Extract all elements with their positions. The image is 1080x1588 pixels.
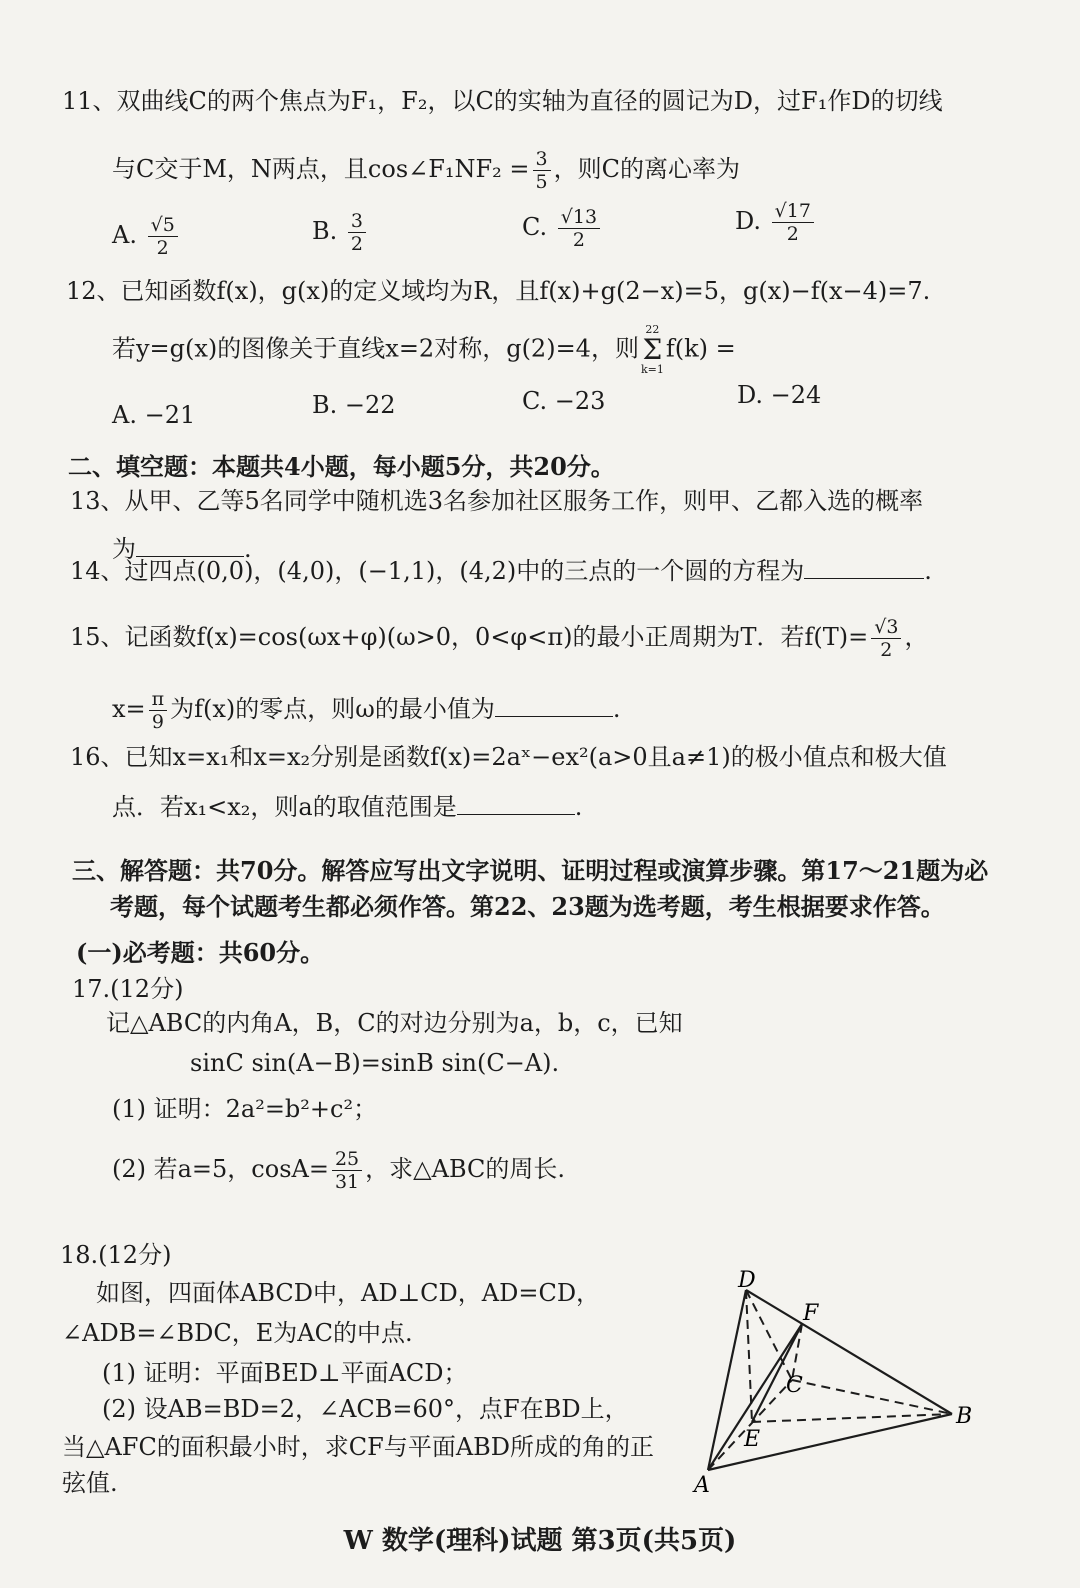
tetrahedron-figure <box>690 1270 990 1500</box>
q16-answer-blank <box>457 792 575 815</box>
sum-lower: k=1 <box>640 363 664 376</box>
frac-num: π <box>149 688 168 711</box>
label-d: D <box>738 1270 756 1293</box>
q16-line2 <box>112 792 582 822</box>
q12-choice-a: A. −21 <box>112 401 196 429</box>
edge-cb <box>792 1380 952 1414</box>
q15-x-eq: x= <box>112 695 146 723</box>
q13-line1: 13、从甲、乙等5名同学中随机选3名参加社区服务工作，则甲、乙都入选的概率 <box>70 487 924 515</box>
choice-label: A. <box>112 221 137 249</box>
q15-text: 15、记函数f(x)=cos(ωx+φ)(ω>0，0<φ<π)的最小正周期为T．若f(T)= <box>70 623 869 651</box>
frac-den: 9 <box>151 711 164 733</box>
choice-label: C. <box>522 213 548 241</box>
edge-db <box>746 1290 952 1414</box>
edge-de <box>746 1290 752 1422</box>
frac-num: √3 <box>871 616 901 639</box>
q18-line2: ∠ADB=∠BDC，E为AC的中点. <box>62 1319 413 1347</box>
q16-period: . <box>574 793 583 821</box>
q17-fraction <box>332 1148 362 1193</box>
q16-text: 点．若x₁<x₂，则a的取值范围是 <box>112 793 457 821</box>
q17-line1: 记△ABC的内角A，B，C的对边分别为a，b，c，已知 <box>106 1009 683 1037</box>
frac-den: 2 <box>350 233 363 255</box>
q15-line1 <box>70 616 928 661</box>
q11-line2-end: ，则C的离心率为 <box>553 155 741 183</box>
q13-text: 为 <box>112 535 136 563</box>
edge-da <box>708 1290 746 1470</box>
q11-line2-text: 与C交于M，N两点，且cos∠F₁NF₂ = <box>112 155 530 183</box>
q11-line2 <box>112 148 740 193</box>
q16-line1: 16、已知x=x₁和x=x₂分别是函数f(x)=2aˣ−ex²(a>0且a≠1)的极小值点和极大值 <box>70 743 947 771</box>
q15-comma: ， <box>904 623 929 651</box>
q14-answer-blank <box>804 556 924 579</box>
q17-part2-end: ，求△ABC的周长. <box>365 1155 566 1183</box>
q12-choice-b: B. −22 <box>312 391 396 419</box>
q17-heading: 17.(12分) <box>72 975 184 1003</box>
q17-part2-text: (2) 若a=5，cosA= <box>112 1155 329 1183</box>
q12-line2-text: 若y=g(x)的图像关于直线x=2对称，g(2)=4，则 <box>112 334 639 363</box>
choice-label: D. <box>735 207 762 235</box>
q18-heading: 18.(12分) <box>60 1241 172 1269</box>
q18-part2: (2) 设AB=BD=2，∠ACB=60°，点F在BD上， <box>102 1395 629 1423</box>
q18-part1: (1) 证明：平面BED⊥平面ACD； <box>102 1359 468 1387</box>
q11-fraction <box>533 148 551 193</box>
section3-subheading: (一)必考题：共60分。 <box>76 938 325 967</box>
label-f: F <box>803 1301 819 1326</box>
q18-line6: 弦值. <box>62 1469 118 1497</box>
q12-line2-end: f(k) = <box>665 334 736 363</box>
frac-den: 2 <box>156 237 169 259</box>
q15-period: . <box>612 695 621 723</box>
summation-symbol <box>641 324 664 376</box>
q18-line1: 如图，四面体ABCD中，AD⊥CD，AD=CD， <box>96 1279 601 1307</box>
q12-choice-d: D. −24 <box>737 381 822 409</box>
frac-den: 2 <box>786 223 799 245</box>
q15-answer-blank <box>495 694 613 717</box>
q17-part1: (1) 证明：2a²=b²+c²； <box>112 1095 378 1123</box>
q15-line2-text: 为f(x)的零点，则ω的最小值为 <box>170 695 495 723</box>
q12-choice-c: C. −23 <box>522 387 606 415</box>
label-b: B <box>956 1404 973 1429</box>
q11-frac-num: 3 <box>533 148 551 171</box>
q11-choice-d <box>735 200 817 245</box>
choice-label: B. <box>312 217 338 245</box>
frac-den: 31 <box>334 1171 360 1193</box>
choice-fraction <box>772 200 814 245</box>
frac-num: 25 <box>332 1148 362 1171</box>
label-e: E <box>744 1427 761 1452</box>
q11-choice-c <box>522 206 603 251</box>
q15-pi-fraction <box>149 688 168 733</box>
choice-fraction <box>148 214 178 259</box>
frac-num: √17 <box>772 200 814 223</box>
q11-choice-a <box>112 214 181 259</box>
q15-fraction <box>871 616 901 661</box>
edge-ac <box>708 1380 792 1470</box>
label-c: C <box>786 1373 803 1398</box>
page-footer: W 数学(理科)试题 第3页(共5页) <box>343 1526 737 1556</box>
q14-period: . <box>924 557 932 585</box>
sigma: Σ <box>642 333 663 366</box>
frac-num: 3 <box>348 210 366 233</box>
section2-heading: 二、填空题：本题共4小题，每小题5分，共20分。 <box>68 452 615 481</box>
q13-period: . <box>244 535 252 563</box>
q17-line2: sinC sin(A−B)=sinB sin(C−A). <box>190 1049 560 1077</box>
section3-heading-line2: 考题，每个试题考生都必须作答。第22、23题为选考题，考生根据要求作答。 <box>110 892 945 921</box>
q15-line2 <box>112 688 621 733</box>
q17-part2 <box>112 1148 565 1193</box>
q13-answer-blank <box>136 534 244 557</box>
q11-frac-den: 5 <box>535 171 548 193</box>
frac-den: 2 <box>572 229 585 251</box>
frac-num: √5 <box>148 214 178 237</box>
choice-fraction <box>558 206 600 251</box>
q12-line2 <box>112 324 736 376</box>
frac-den: 2 <box>880 639 893 661</box>
q14-line <box>70 556 932 586</box>
sum-upper: 22 <box>645 323 660 336</box>
q11-line1: 11、双曲线C的两个焦点为F₁，F₂，以C的实轴为直径的圆记为D，过F₁作D的切线 <box>62 87 943 115</box>
q14-text: 14、过四点(0,0)，(4,0)，(−1,1)，(4,2)中的三点的一个圆的方程为 <box>70 557 805 585</box>
q18-line5: 当△AFC的面积最小时，求CF与平面ABD所成的角的正 <box>62 1433 655 1461</box>
q12-line1: 12、已知函数f(x)，g(x)的定义域均为R，且f(x)+g(2−x)=5，g(x)−f(x−4)=7. <box>66 277 931 305</box>
section3-heading-line1: 三、解答题：共70分。解答应写出文字说明、证明过程或演算步骤。第17～21题为必 <box>72 856 989 885</box>
frac-num: √13 <box>558 206 600 229</box>
choice-fraction <box>348 210 366 255</box>
label-a: A <box>694 1473 710 1498</box>
q11-choice-b <box>312 210 369 255</box>
